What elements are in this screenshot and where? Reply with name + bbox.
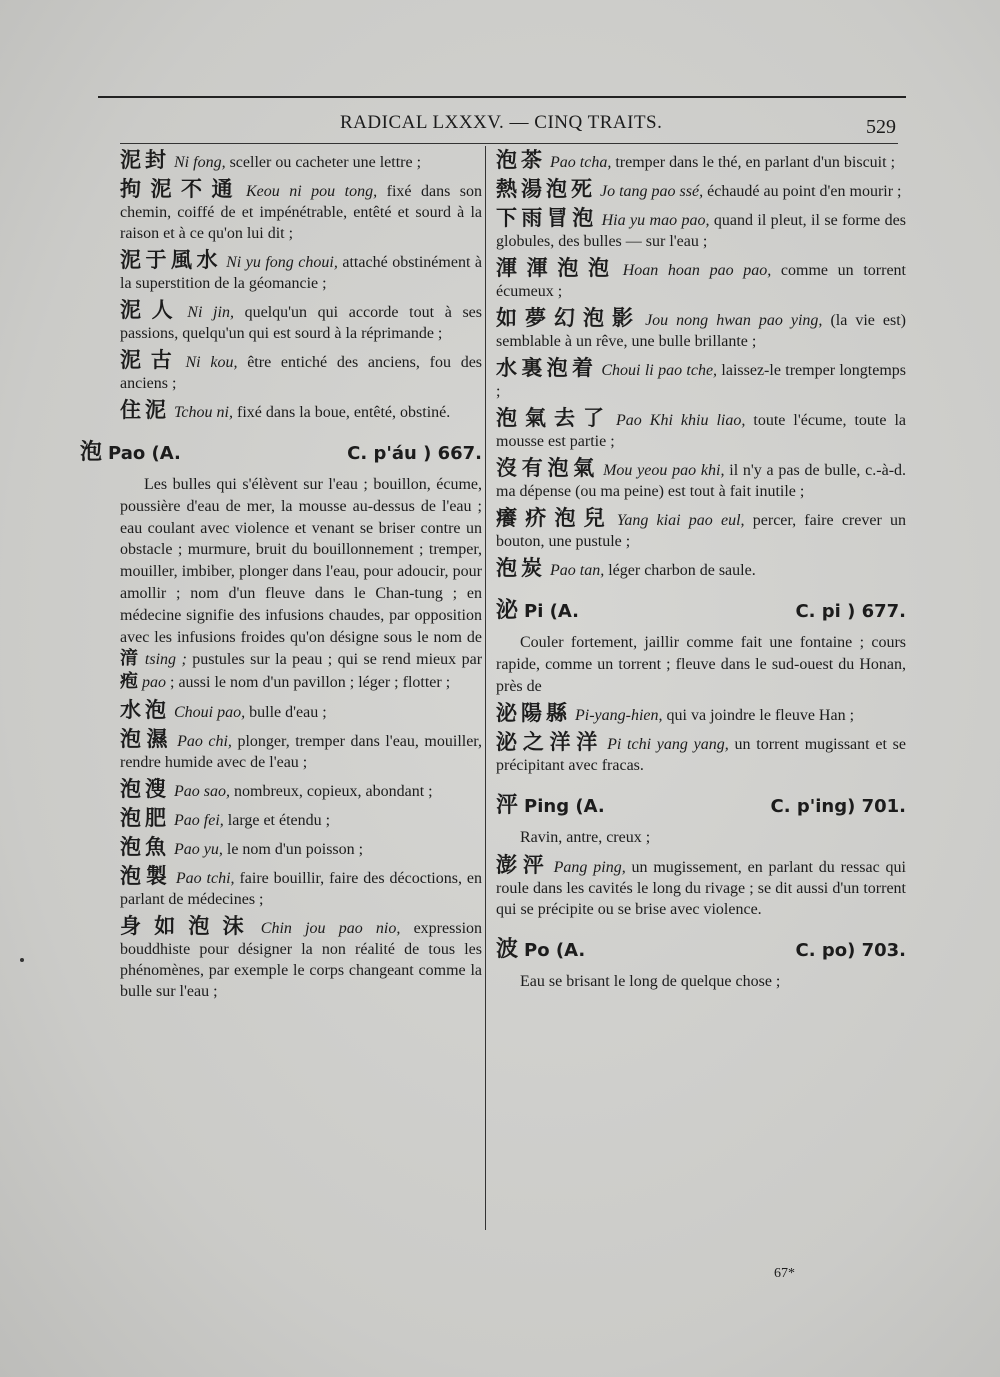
dictionary-entry: [496, 508, 906, 552]
dictionary-entry: [120, 400, 482, 423]
headword-po: [496, 932, 906, 963]
ping-definition: Ravin, antre, creux ;: [520, 829, 651, 847]
entry-chinese: 熱湯泡死: [496, 177, 596, 201]
inline-rom-pao: pao: [142, 674, 166, 692]
entry-chinese: 住泥: [120, 398, 170, 422]
entry-romanization: Pao yu,: [174, 840, 223, 858]
headword-ping: [496, 788, 906, 819]
entry-chinese: 泌之洋洋: [496, 730, 604, 755]
entry-chinese: 泡溲: [120, 776, 170, 801]
headword-label: Pi (A.: [524, 601, 579, 622]
inline-char-pao: 疱: [120, 671, 138, 693]
entry-romanization: Pang ping,: [553, 859, 626, 877]
dictionary-entry: [496, 179, 906, 202]
inline-rom-tsing: tsing ;: [144, 651, 187, 669]
pao-def-part2: pustules sur la peau ; qui se rend mieux par: [192, 651, 483, 669]
inline-char-tsing: 湇: [120, 648, 140, 670]
entry-chinese: 澎泙: [496, 853, 550, 878]
pao-definition: [120, 474, 482, 694]
dictionary-entry: [496, 855, 906, 920]
entry-definition: laissez-le tremper longtemps ;: [496, 362, 907, 400]
entry-definition: être entiché des anciens, fou des anciens ;: [120, 354, 483, 392]
headword-pao: [80, 435, 482, 466]
entry-romanization: Ni fong,: [174, 154, 226, 171]
entry-definition: un torrent mugissant et se précipitant avec fracas.: [496, 736, 906, 775]
entry-romanization: Pao chi,: [177, 732, 232, 750]
entry-romanization: Tchou ni,: [174, 404, 233, 421]
entry-definition: expression bouddhiste pour désigner la non réalité de tous les phénomènes, par exemple le corps changeant comme la bulle sur l'eau ;: [120, 919, 483, 1000]
dictionary-entry: [496, 208, 906, 252]
entry-chinese: 沒有泡氣: [496, 456, 600, 480]
entry-definition: large et étendu ;: [227, 811, 331, 829]
entry-definition: comme un torrent écumeux ;: [496, 262, 907, 300]
entry-romanization: Choui pao,: [174, 703, 246, 721]
dictionary-entry: [496, 732, 906, 776]
entry-definition: qui va joindre le fleuve Han ;: [666, 707, 855, 725]
dictionary-entry: [120, 150, 482, 173]
entry-chinese: 如夢幻泡影: [496, 306, 642, 330]
entry-romanization: Pao sao,: [174, 782, 230, 800]
headword-char: 泡: [80, 440, 103, 465]
dictionary-entry: [120, 726, 482, 773]
headword-cantonese: C. pi ) 677.: [795, 601, 906, 622]
entry-romanization: Jo tang pao ssé,: [600, 183, 704, 200]
entry-romanization: Pao tcha,: [550, 154, 612, 171]
entry-romanization: Yang kiai pao eul,: [616, 512, 745, 529]
entry-definition: plonger, tremper dans l'eau, mouiller, rendre humide avec de l'eau ;: [120, 732, 482, 771]
entry-chinese: 泡魚: [120, 834, 170, 859]
dictionary-entry: [120, 776, 482, 802]
headword-char: 波: [496, 937, 519, 963]
left-bottom-entries: [120, 697, 483, 1002]
entry-definition: toute l'écume, toute la mousse est partie ;: [496, 412, 907, 450]
entry-chinese: 拘泥不通: [120, 177, 242, 201]
entry-romanization: Pao Khi khiu liao,: [616, 412, 746, 429]
entry-definition: fixé dans son chemin, coiffé de et impénétrable, entêté et sourd à la raison et à ce qu'on lui dit ;: [120, 183, 483, 242]
entry-romanization: Keou ni pou tong,: [245, 183, 378, 200]
dictionary-entry: [120, 697, 482, 723]
dictionary-entry: [496, 258, 906, 302]
headword-cantonese: C. po) 703.: [795, 940, 906, 962]
entry-definition: quand il pleut, il se forme des globules, des bulles — sur l'eau ;: [496, 212, 907, 250]
left-top-entries: [120, 150, 482, 423]
entry-chinese: 癢疥泡兒: [496, 506, 613, 530]
entry-romanization: Ni kou,: [185, 354, 238, 371]
dictionary-entry: [120, 250, 482, 294]
header-rule: [120, 143, 898, 144]
entry-romanization: Hia yu mao pao,: [601, 212, 710, 229]
headword-label: Po (A.: [524, 940, 586, 962]
headword-label: Pao (A.: [108, 443, 181, 464]
headword-char: 泌: [496, 598, 519, 623]
top-rule: [98, 96, 906, 98]
dictionary-entry: [496, 703, 906, 726]
dictionary-entry: [120, 834, 482, 860]
dictionary-entry: [496, 308, 906, 352]
entry-chinese: 下雨冒泡: [496, 206, 598, 230]
po-definition: Eau se brisant le long de quelque chose ;: [520, 973, 781, 991]
pi-entries: [496, 703, 906, 776]
entry-definition: quelqu'un qui accorde tout à ses passions, quelqu'un qui est sourd à la réprimande ;: [120, 304, 483, 342]
entry-chinese: 泡炭: [496, 556, 546, 580]
left-column: [80, 148, 483, 1008]
dictionary-entry: [496, 558, 906, 581]
entry-chinese: 泡氣去了: [496, 406, 613, 430]
right-pao-entries: [496, 150, 906, 581]
headword-cantonese: C. p'ing) 701.: [770, 796, 906, 818]
entry-chinese: 泥于風水: [120, 248, 223, 272]
page-number: 529: [866, 116, 896, 138]
dictionary-entry: [120, 805, 482, 831]
entry-chinese: 泥古: [120, 348, 182, 372]
entry-definition: attaché obstinément à la superstition de la géomancie ;: [120, 254, 483, 292]
entry-chinese: 泡濕: [120, 726, 174, 751]
dictionary-entry: [120, 179, 482, 244]
entry-definition: échaudé au point d'en mourir ;: [707, 183, 902, 200]
signature-mark: 67*: [774, 1266, 795, 1281]
entry-chinese: 水裏泡着: [496, 356, 598, 380]
entry-romanization: Chin jou pao nio,: [260, 919, 401, 937]
headword-label: Ping (A.: [524, 796, 605, 818]
ink-dot: [20, 958, 24, 962]
dictionary-entry: [496, 150, 906, 173]
entry-definition: bulle d'eau ;: [249, 703, 327, 721]
entry-romanization: Pi tchi yang yang,: [607, 736, 729, 754]
entry-definition: léger charbon de saule.: [608, 562, 756, 579]
pao-def-part3: ; aussi le nom d'un pavillon ; léger ; flotter ;: [170, 674, 451, 692]
entry-romanization: Pao tan,: [550, 562, 605, 579]
dictionary-entry: [120, 300, 482, 344]
entry-romanization: Ni jin,: [187, 304, 234, 321]
dictionary-entry: [496, 408, 906, 452]
entry-romanization: Ni yu fong choui,: [226, 254, 338, 271]
running-head: RADICAL LXXXV. — CINQ TRAITS.: [340, 112, 663, 133]
entry-definition: (la vie est) semblable à un rêve, une bulle brillante ;: [496, 312, 906, 350]
entry-chinese: 水泡: [120, 697, 170, 722]
entry-definition: tremper dans le thé, en parlant d'un biscuit ;: [615, 154, 896, 171]
entry-romanization: Hoan hoan pao pao,: [622, 262, 772, 279]
entry-chinese: 泌陽縣: [496, 701, 571, 726]
entry-definition: le nom d'un poisson ;: [226, 840, 364, 858]
entry-chinese: 泥人: [120, 298, 184, 322]
headword-char: 泙: [496, 793, 519, 819]
headword-pi: [496, 593, 906, 624]
right-column: [496, 150, 906, 999]
entry-definition: nombreux, copieux, abondant ;: [234, 782, 433, 800]
entry-chinese: 泥封: [120, 148, 170, 172]
dictionary-entry: [120, 350, 482, 394]
entry-definition: il n'y a pas de bulle, c.-à-d. ma dépense (ou ma peine) est tout à fait inutile ;: [496, 462, 907, 500]
entry-definition: fixé dans la boue, entêté, obstiné.: [236, 404, 451, 421]
entry-definition: sceller ou cacheter une lettre ;: [229, 154, 422, 171]
pi-definition: Couler fortement, jaillir comme fait une fontaine ; cours rapide, comme un torrent ; fleuve dans le sud-ouest du Honan, près de: [496, 634, 906, 695]
entry-chinese: 泡製: [120, 863, 172, 888]
entry-definition: faire bouillir, faire des décoctions, en parlant de médecines ;: [120, 869, 482, 908]
column-divider: [485, 146, 486, 1230]
pao-def-part1: Les bulles qui s'élèvent sur l'eau ; bouillon, écume, poussière d'eau de mer, la mousse au-dessus de l'eau ; eau coulant avec violence et venant se briser contre un obstacle ; murmure, bruit du bouillonnement ; tremper, mouiller, imbiber, plonger dans l'eau, pour adoucir, pour amollir ; nom d'un fleuve dans le Chan-tung ; en médecine signifie des infusions chaudes, par opposition avec les infusions froides qu'on désigne sous le nom de: [120, 476, 482, 646]
entry-romanization: Pao tchi,: [175, 869, 235, 887]
entry-definition: percer, faire crever un bouton, une pustule ;: [496, 512, 907, 550]
entry-chinese: 泡茶: [496, 148, 546, 172]
entry-romanization: Jou nong hwan pao ying,: [645, 312, 823, 329]
entry-romanization: Pi-yang-hien,: [575, 707, 663, 725]
entry-romanization: Mou yeou pao khi,: [603, 462, 725, 479]
ping-entries: [496, 855, 906, 920]
entry-chinese: 泡肥: [120, 805, 170, 830]
dictionary-entry: [496, 458, 906, 502]
dictionary-entry: [496, 358, 906, 402]
headword-cantonese: C. p'áu ) 667.: [347, 443, 482, 464]
dictionary-entry: [120, 913, 483, 1002]
entry-chinese: 身如泡沫: [120, 913, 257, 938]
entry-definition: un mugissement, en parlant du ressac qui roule dans les cavités le long du rivage ; se dit aussi d'un torrent qui se précipite ou se brise avec violence.: [496, 859, 906, 919]
entry-chinese: 渾渾泡泡: [496, 256, 619, 280]
dictionary-entry: [120, 863, 482, 910]
entry-romanization: Choui li pao tche,: [601, 362, 718, 379]
entry-romanization: Pao fei,: [174, 811, 224, 829]
